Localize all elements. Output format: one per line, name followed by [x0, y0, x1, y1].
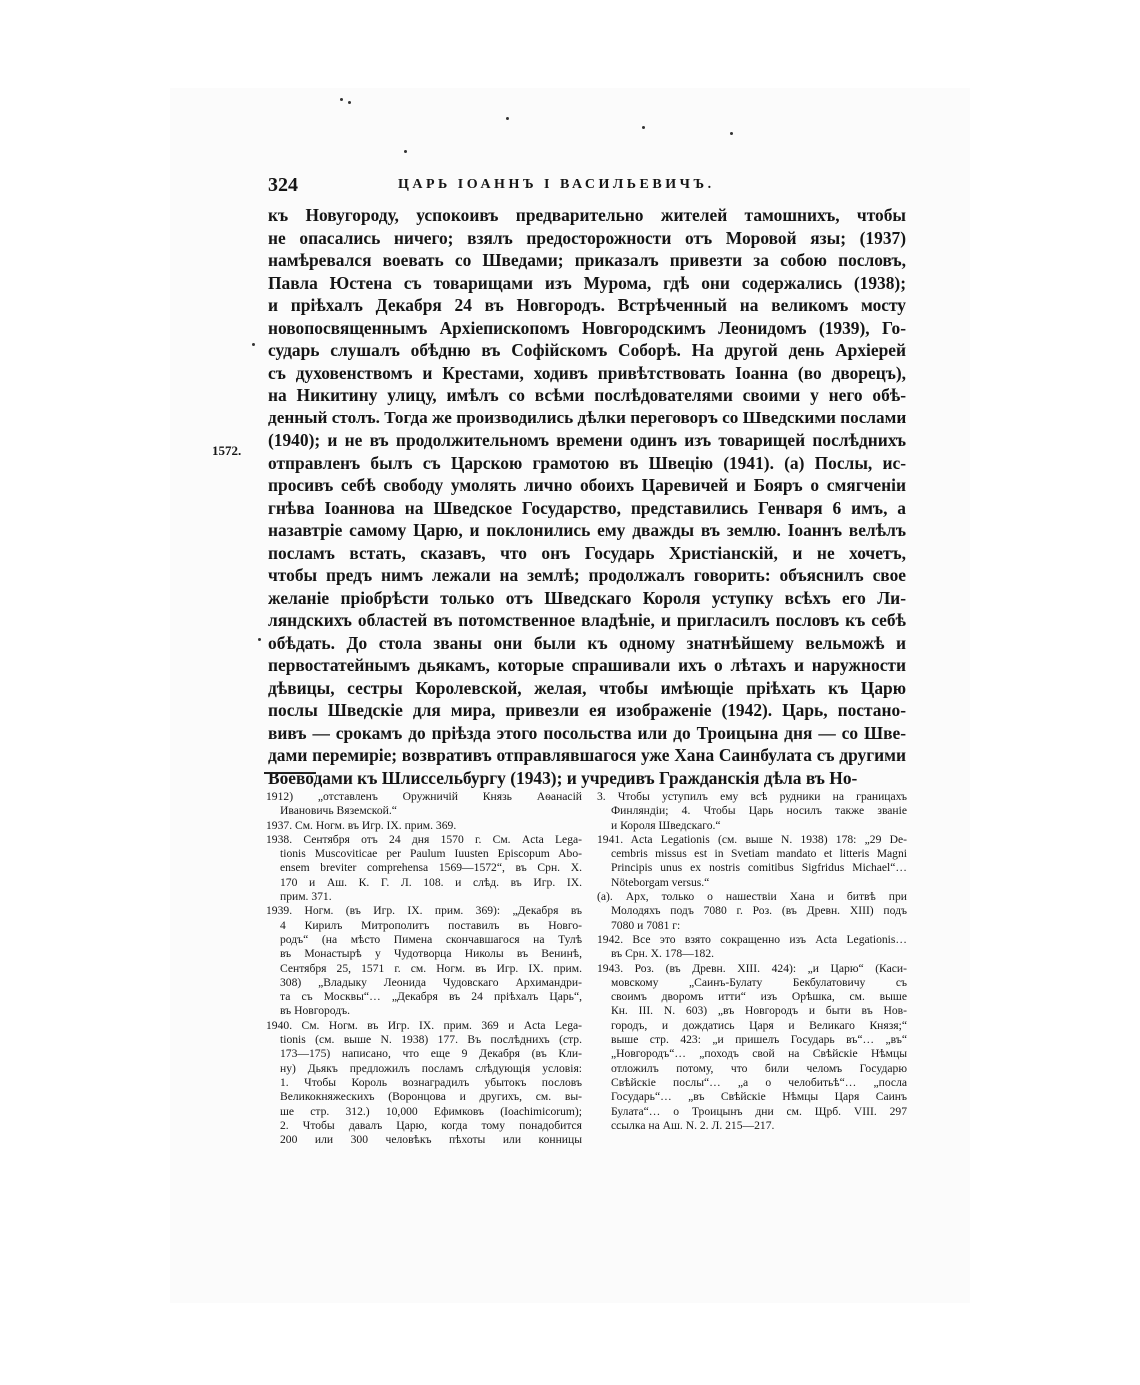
footnote-line: и Короля Шведскаго.“ — [611, 818, 721, 832]
paper-speck — [340, 98, 343, 101]
footnote-line: въ Монастырѣ у Чудотворца Николы въ Венинѣ, — [280, 947, 582, 961]
margin-year-note: 1572. — [212, 443, 242, 458]
footnote-line: 1. Чтобы Король вознаградилъ убытокъ пословъ — [280, 1075, 582, 1089]
footnote-line: 1939. Ногм. (въ Игр. IX. прим. 369): „Декабря въ — [266, 904, 582, 918]
footnote-line: 1940. См. Ногм. въ Игр. IX. прим. 369 и Acta Lega- — [266, 1018, 582, 1032]
body-line: съ духовенствомъ и Крестами, ходивъ привѣтствовать Іоанна (во дворецъ), — [268, 362, 906, 383]
footnote-line: cembris missus est in Svetiam mandato et litteris Magni — [611, 847, 907, 861]
body-line: сударь слушалъ обѣдню въ Софійскомъ Соборѣ. На другой день Архіерей — [268, 340, 906, 360]
running-head: ЦАРЬ ІОАННЪ І ВАСИЛЬЕВИЧЪ. — [398, 177, 715, 192]
footnote-line: 1942. Все это взято сокращенно изъ Acta Legationis… — [597, 932, 907, 946]
footnote-line: своимъ дворомъ итти“ изъ Орѣшка, см. выше — [611, 990, 907, 1004]
footnote-line: въ Новгородъ. — [280, 1004, 351, 1018]
footnote-line: 173—175) написано, что еще 9 Декабря (въ Кли- — [280, 1047, 582, 1061]
body-line: и пріѣхалъ Декабря 24 въ Новгородъ. Встрѣченный на великомъ мосту — [268, 295, 906, 315]
footnote-line: 1941. Acta Legationis (см. выше N. 1938) 178: „29 De- — [597, 832, 907, 846]
body-line: дами перемиріе; возвративъ отправлявшагося уже Хана Саинбулата съ другими — [268, 745, 906, 765]
footnote-line: 1943. Роз. (въ Древн. XIII. 424): „и Царю“ (Каси- — [597, 961, 907, 975]
body-line: (1940); и не въ продолжительномъ времени одинъ изъ товарищей послѣднихъ — [268, 430, 906, 450]
paper-speck — [258, 638, 261, 641]
footnote-line: 1938. Сентября отъ 24 дня 1570 г. См. Acta Lega- — [266, 832, 582, 846]
body-line: послы Шведскіе для мира, привезли ея изображеніе (1942). Царь, постано- — [268, 700, 906, 720]
footnote-line: Сентября 25, 1571 г. см. Ногм. въ Игр. IX. прим. — [280, 961, 582, 975]
body-line: къ Новугороду, успокоивъ предварительно жителей тамошнихъ, чтобы — [268, 205, 906, 225]
footnote-line: 2. Чтобы давалъ Царю, когда тому понадобится — [280, 1118, 582, 1132]
footnote-line: (а). Арх, только о нашествіи Хана и битвѣ при — [597, 890, 907, 904]
footnotes-left-column — [266, 790, 582, 1147]
footnote-line: 4 Кирилъ Митрополитъ поставилъ въ Новго- — [280, 918, 582, 932]
body-line: новопосвященнымъ Архіепископомъ Новгородскимъ Леонидомъ (1939), Го- — [268, 317, 906, 338]
footnote-line: 308) „Владыку Леонида Чудовскаго Архимандри- — [280, 975, 582, 989]
body-line: денный столъ. Тогда же производились дѣлки переговоръ со Шведскими послами — [268, 407, 907, 427]
main-text — [268, 204, 906, 789]
body-line: гнѣва Іоаннова на Шведское Государство, представились Генваря 6 имъ, а — [268, 497, 906, 518]
body-line: Павла Юстена съ товарищами изъ Мурома, гдѣ они содержались (1938); — [268, 272, 906, 293]
body-line: дѣвицы, сестры Королевской, желая, чтобы имѣющіе пріѣхать къ Царю — [268, 677, 906, 698]
footnote-line: tionis Muscoviticae per Paulum Iuusten Episcopum Abo- — [280, 847, 582, 861]
footnote-line: Nöteborgam versus.“ — [611, 875, 710, 889]
paper-speck — [348, 101, 351, 104]
footnote-line: ну) Дьякъ предложилъ посламъ слѣдующія условія: — [280, 1061, 582, 1075]
footnote-line: Свѣйскіе послы“… „а о челобитьѣ“… „посла — [611, 1075, 907, 1089]
body-line: Воеводами къ Шлиссельбургу (1943); и учредивъ Гражданскія дѣла въ Но- — [268, 767, 858, 788]
paper-speck — [730, 132, 733, 135]
footnote-line: отложилъ потому, что били челомъ Государю — [611, 1061, 907, 1075]
body-line: намѣревался воевать со Шведами; приказалъ привезти за собою пословъ, — [268, 250, 906, 270]
body-line: чтобы предъ нимъ лежали на землѣ; продолжалъ говорить: объяснилъ свое — [268, 565, 906, 585]
footnote-line: 1912) „отставленъ Оружничій Князь Аѳанасій — [266, 790, 582, 803]
body-line: отправленъ былъ съ Царскою грамотою въ Швецію (1941). (а) Послы, ис- — [268, 452, 906, 473]
page-number: 324 — [268, 174, 298, 196]
footnote-line: Финляндіи; 4. Чтобы Царь носилъ также званіе — [611, 804, 907, 818]
paper-speck — [642, 126, 645, 129]
body-line: назавтріе самому Царю, и поклонились ему дважды въ землю. Іоаннъ велѣлъ — [268, 520, 906, 540]
footnote-line: родъ“ (на мѣсто Пимена скончавшагося на Тулѣ — [280, 932, 582, 946]
footnotes-right-column — [597, 790, 907, 1133]
footnote-line: Principis unus ex nostris comitibus Sigfridus Michael“… — [611, 861, 907, 875]
footnote-line: Государь“… „въ Свѣйскіе Нѣмцы Царя Саинъ — [611, 1090, 907, 1104]
footnote-line: мовскому „Саинъ-Булату Бекбулатовичу съ — [611, 975, 907, 989]
footnote-line: 7080 и 7081 г: — [611, 918, 681, 932]
footnote-line: ensem breviter comprehensa 1569—1572“, въ Срн. X. — [280, 861, 582, 875]
footnote-line: Молодяхъ подъ 7080 г. Роз. (въ Древн. XIII) подъ — [611, 904, 907, 918]
footnote-line: „Новгородъ“… „походъ свой на Свѣйскіе Нѣмцы — [611, 1047, 907, 1061]
footnote-line: прим. 371. — [280, 890, 332, 904]
body-line: желаніе пріобрѣсти только отъ Шведскаго Короля уступку всѣхъ его Ли- — [268, 587, 906, 608]
footnote-line: ссылка на Аш. N. 2. Л. 215—217. — [611, 1118, 775, 1132]
footnote-line: Великокняжескихъ (Воронцова и другихъ, см. вы- — [280, 1090, 582, 1104]
footnote-line: ше стр. 312.) 10,000 Ефимковъ (Ioachimicorum); — [280, 1104, 582, 1118]
body-line: обѣдать. До стола званы они были къ одному знатнѣйшему вельможѣ и — [268, 632, 906, 653]
footnote-line: Ивановичь Вяземской.“ — [280, 804, 397, 818]
paper-speck — [252, 343, 255, 346]
body-line: вивъ — срокамъ до пріѣзда этого посольства или до Троицына дня — со Шве- — [268, 722, 906, 743]
body-line: ляндскихъ областей въ потомственное владѣніе, и пригласилъ пословъ къ себѣ — [268, 610, 906, 630]
footnote-line: 200 или 300 человѣкъ пѣхоты или конницы — [280, 1133, 582, 1147]
footnote-line: 3. Чтобы уступилъ ему всѣ рудники на границахъ — [597, 790, 907, 803]
footnote-line: выше стр. 423: „и пришелъ Государь въ“… „въ“ — [611, 1033, 907, 1047]
footnote-line: tionis (см. выше N. 1938) 177. Въ послѣднихъ (стр. — [280, 1033, 582, 1047]
body-line: на Никитину улицу, имѣлъ со всѣми послѣдователями своими у него обѣ- — [268, 385, 906, 405]
footnote-line: городъ, и дождатись Царя и Великаго Князя;“ — [611, 1018, 907, 1032]
footnote-line: Кн. III. N. 603) „въ Новгородъ и быти въ Нов- — [611, 1004, 907, 1018]
footnote-line: 170 и Аш. К. Г. Л. 108. и слѣд. въ Игр. IX. — [280, 875, 582, 889]
footnote-line: та съ Москвы“… „Декабря въ 24 пріѣхалъ Царь“, — [280, 990, 582, 1004]
body-line: посламъ встать, сказавъ, что онъ Государь Христіанскій, и не хочетъ, — [268, 542, 906, 563]
body-line: просивъ себѣ свободу умолять лично обоихъ Царевичей и Бояръ о смягченіи — [268, 475, 906, 495]
paper-speck — [404, 150, 407, 153]
footnote-line: Булата“… о Троицынъ дни см. Щрб. VIII. 297 — [611, 1104, 907, 1118]
footnote-rule — [264, 772, 316, 774]
footnote-line: въ Срн. X. 178—182. — [611, 947, 715, 961]
footnote-line: 1937. См. Ногм. въ Игр. IX. прим. 369. — [266, 818, 457, 832]
paper-speck — [506, 117, 509, 120]
body-line: первостатейнымъ дьякамъ, которые спрашивали ихъ о лѣтахъ и наружности — [268, 655, 906, 675]
body-line: не опасались ничего; взялъ предосторожности отъ Моровой язы; (1937) — [268, 227, 906, 248]
